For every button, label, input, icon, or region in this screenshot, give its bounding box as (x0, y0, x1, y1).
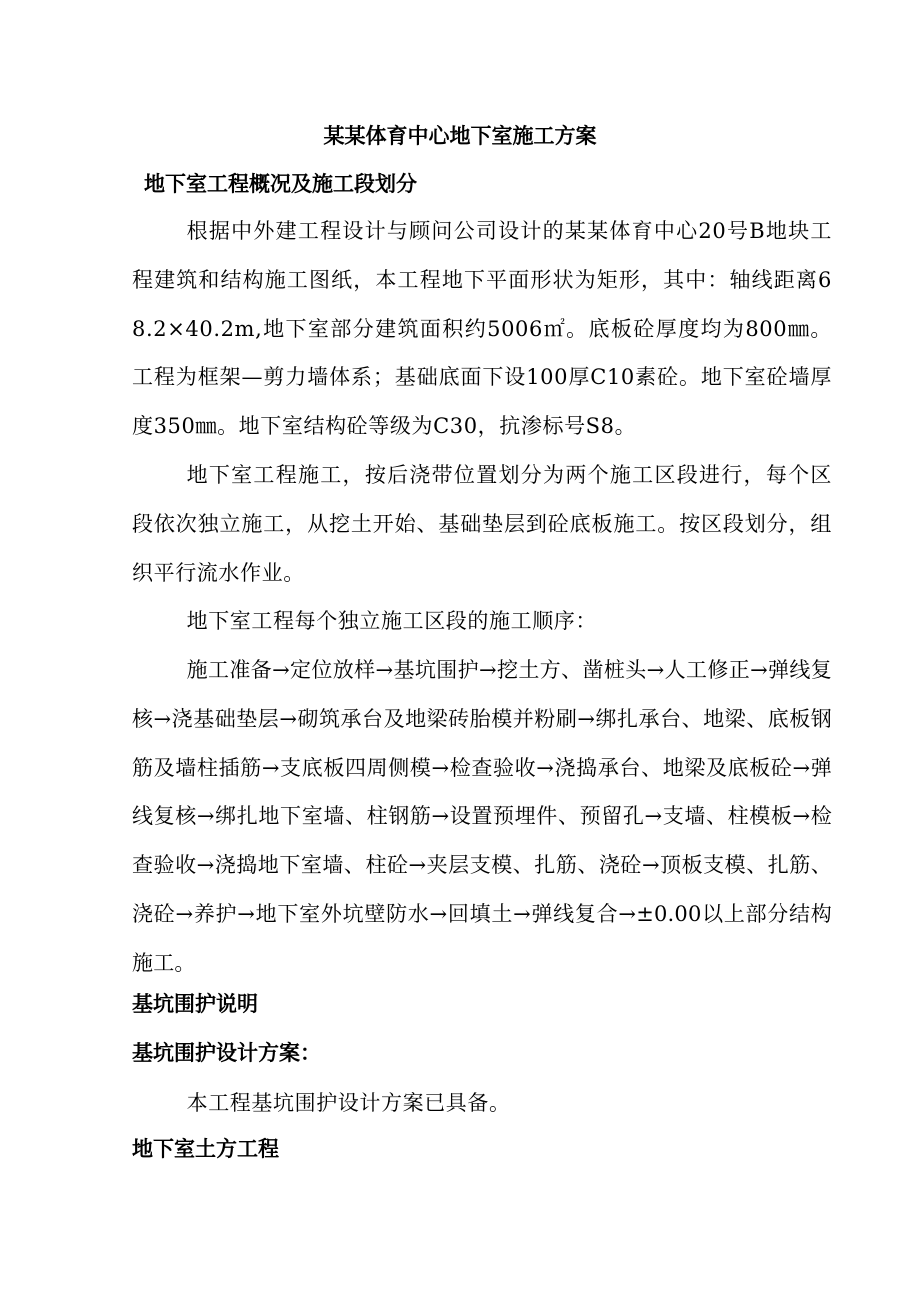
paragraph-project-overview: 根据中外建工程设计与顾问公司设计的某某体育中心20号B地块工程建筑和结构施工图纸，本工程地下平面形状为矩形，其中：轴线距离68.2×40.2m,地下室部分建筑面积约5006㎡。底板砼厚度均为800㎜。工程为框架—剪力墙体系；基础底面下设100厚C10素砼。地下室砼墙厚度350㎜。地下室结构砼等级为C30，抗渗标号S8。 (132, 219, 832, 439)
paragraph-sequence-intro: 地下室工程每个独立施工区段的施工顺序： (186, 609, 597, 633)
paragraph-pit-support-design: 本工程基坑围护设计方案已具备。 (186, 1091, 511, 1115)
section-heading-pit-support: 基坑围护说明 (132, 992, 258, 1016)
paragraph-construction-sequence: 施工准备→定位放样→基坑围护→挖土方、凿桩头→人工修正→弹线复核→浇基础垫层→砌筑承台及地梁砖胎模并粉刷→绑扎承台、地梁、底板钢筋及墙柱插筋→支底板四周侧模→检查验收→浇捣承台、地梁及底板砼→弹线复核→绑扎地下室墙、柱钢筋→设置预埋件、预留孔→支墙、柱模板→检查验收→浇捣地下室墙、柱砼→夹层支模、扎筋、浇砼→顶板支模、扎筋、浇砼→养护→地下室外坑壁防水→回填土→弹线复合→±0.00以上部分结构施工。 (132, 658, 832, 975)
paragraph-construction-sections: 地下室工程施工，按后浇带位置划分为两个施工区段进行，每个区段依次独立施工，从挖土开始、基础垫层到砼底板施工。按区段划分，组织平行流水作业。 (132, 463, 832, 585)
section-heading-overview: 地下室工程概况及施工段划分 (144, 172, 417, 196)
section-heading-earthwork: 地下室土方工程 (132, 1137, 279, 1161)
section-heading-pit-support-design: 基坑围护设计方案： (132, 1041, 321, 1065)
document-title: 某某体育中心地下室施工方案 (323, 124, 597, 148)
